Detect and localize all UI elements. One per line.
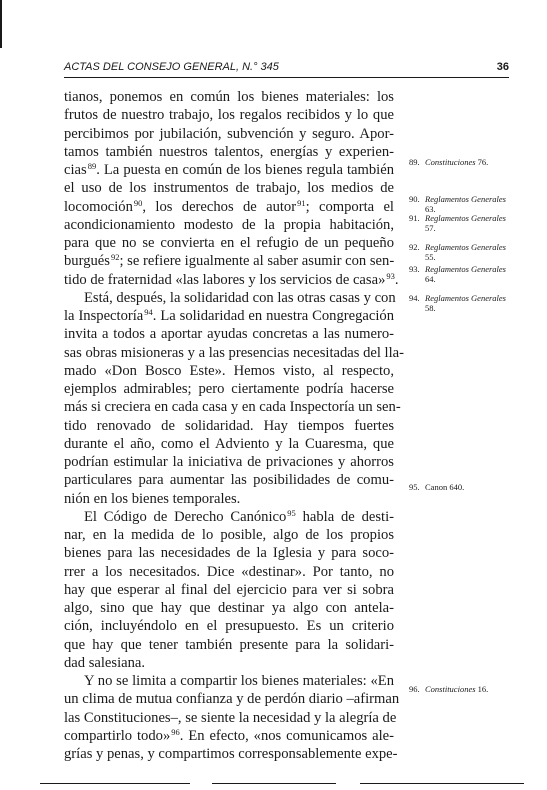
text-run: sas obras misioneras y a las presencias necesitadas del lla- — [64, 344, 404, 361]
text-run: tido de fraternidad «las labores y los servicios de casa» — [64, 271, 386, 288]
footnote-number: 89. — [409, 157, 420, 167]
footnote-ref: 76. — [477, 157, 489, 167]
footnote-91 — [409, 213, 509, 233]
footnote-ref: 64. — [425, 274, 436, 284]
footnote-95 — [409, 482, 509, 492]
text-run: compartirlo todo» — [64, 727, 171, 744]
footnote-number: 92. — [409, 242, 420, 252]
text-run: un clima de mutua confianza y de perdón diario –afirman — [64, 691, 400, 708]
footnote-ref: Canon 640. — [425, 482, 465, 492]
text-run: particulares para aumentar las posibilidades de comu- — [64, 472, 394, 489]
text-run: ción, incluyéndolo en el presupuesto. Es un criterio — [64, 618, 394, 635]
footnote-94 — [409, 293, 509, 313]
footnote-source: Reglamentos Generales — [425, 293, 506, 303]
footnote-marker: 89 — [87, 161, 97, 171]
text-line — [64, 471, 394, 489]
text-line — [64, 417, 394, 435]
text-run: . La puesta en común de los bienes regula también — [96, 162, 394, 178]
footnote-93 — [409, 264, 509, 284]
footnote-ref: 63. — [425, 204, 436, 214]
text-run: ; comporta el — [305, 198, 394, 215]
text-line — [64, 690, 400, 708]
text-line — [64, 198, 394, 216]
text-run: locomoción — [64, 198, 133, 215]
text-line — [64, 289, 394, 307]
text-line — [64, 179, 394, 197]
text-line — [64, 143, 394, 161]
footnote-number: 95. — [409, 482, 420, 492]
footnote-marker: 92 — [110, 252, 120, 263]
footnote-number: 96. — [409, 684, 420, 694]
footnote-96 — [409, 684, 509, 694]
text-line — [64, 106, 394, 124]
footnote-marker: 94 — [144, 307, 153, 317]
text-run: tianos, ponemos en común los bienes materiales: los — [64, 89, 394, 105]
text-run: frutos de nuestro trabajo, los regalos recibidos y lo que — [64, 107, 394, 124]
text-run: rrer a los necesitados. Dice «destinar». Por tanto, no — [64, 563, 394, 580]
footnote-source: Reglamentos Generales — [425, 213, 506, 223]
footnote-source: Reglamentos Generales — [425, 264, 506, 274]
page-number: 36 — [496, 61, 509, 73]
text-run: grías y penas, y compartimos corresponsablemente expe- — [64, 746, 398, 762]
text-run: más si creciera en cada casa y en cada Inspectoría un sen- — [64, 399, 401, 416]
text-line — [64, 654, 394, 672]
footnote-source: Reglamentos Generales — [425, 242, 506, 252]
text-run: dad salesiana. — [64, 654, 146, 671]
footnote-marker: 95 — [287, 507, 296, 518]
text-line — [64, 745, 398, 763]
text-run: habla de desti- — [295, 508, 395, 525]
bottom-rule — [360, 783, 524, 784]
text-line — [64, 490, 394, 508]
text-line — [64, 453, 394, 471]
footnote-89 — [409, 157, 509, 167]
text-line — [64, 526, 394, 544]
text-run: nar, en la medida de lo posible, algo de los propios — [64, 527, 394, 543]
footnote-source: Constituciones — [425, 157, 476, 167]
text-run: . — [394, 271, 399, 288]
text-run: hay que esperar al final del ejercicio para ver si sobra — [64, 581, 394, 598]
text-line — [64, 88, 394, 106]
text-line — [64, 398, 401, 416]
text-line — [64, 581, 394, 599]
text-run: . En efecto, «nos comunicamos ale- — [179, 727, 394, 744]
footnote-ref: 58. — [425, 303, 436, 313]
text-run: . La solidaridad en nuestra Congregación — [152, 308, 395, 324]
footnote-marker: 93 — [386, 270, 395, 281]
text-run: la Inspectoría — [64, 308, 144, 324]
text-run: percibimos por jubilación, subvención y seguro. Apor- — [64, 125, 394, 142]
footnote-92 — [409, 242, 509, 262]
text-run: tamos también nuestros talentos, energías y experien- — [64, 143, 394, 160]
text-line — [64, 727, 394, 745]
text-line — [64, 435, 394, 453]
footnote-ref: 16. — [477, 684, 489, 694]
footnote-number: 93. — [409, 264, 420, 274]
footnote-marker: 96 — [171, 726, 180, 737]
text-line — [64, 270, 399, 289]
footnote-90 — [409, 194, 509, 214]
text-run: El Código de Derecho Canónico — [84, 508, 287, 525]
text-line — [64, 216, 394, 234]
text-line — [64, 672, 394, 690]
text-line — [64, 636, 394, 654]
text-line — [64, 709, 397, 727]
text-run: las Constituciones–, se siente la necesidad y la alegría de — [64, 709, 397, 726]
text-line — [64, 234, 394, 252]
text-run: durante el año, como el Adviento y la Cuaresma, que — [64, 435, 394, 452]
running-header — [64, 61, 509, 77]
text-line — [64, 325, 394, 343]
text-run: burgués — [64, 253, 110, 270]
text-line — [64, 362, 394, 380]
text-line — [64, 599, 394, 617]
footnote-marker: 90 — [133, 197, 143, 208]
text-run: tido renovado de solidaridad. Hay tiempos fuertes — [64, 417, 394, 434]
text-line — [64, 544, 394, 562]
text-run: acondicionamiento modesto de la propia habitación, — [64, 216, 394, 233]
text-run: ; se refiere igualmente al saber asumir con sen- — [119, 253, 395, 270]
text-run: cias — [64, 162, 87, 178]
footnote-source: Constituciones — [425, 684, 476, 694]
header-rule — [64, 77, 509, 78]
text-run: invita a todos a aportar ayudas concretas a las numero- — [64, 326, 394, 343]
text-run: podrían estimular la iniciativa de privaciones y ahorros — [64, 454, 394, 470]
bottom-rule — [212, 783, 336, 784]
text-line — [64, 563, 394, 581]
text-line — [64, 344, 404, 362]
footnote-ref: 57. — [425, 223, 436, 233]
footnote-number: 91. — [409, 213, 420, 223]
text-line — [64, 161, 394, 179]
footnote-number: 90. — [409, 194, 420, 204]
footnote-source: Reglamentos Generales — [425, 194, 506, 204]
text-run: , los derechos de autor — [142, 198, 297, 215]
left-edge-rule — [0, 0, 2, 48]
text-line — [64, 307, 394, 325]
text-line — [64, 380, 394, 398]
text-run: algo, sino que hay que destinar ya algo con antela- — [64, 600, 394, 616]
text-run: Está, después, la solidaridad con las otras casas y con — [84, 289, 396, 306]
text-run: mado «Don Bosco Este». Hemos visto, al respecto, — [64, 362, 394, 379]
main-text — [64, 88, 404, 763]
footnote-marker: 91 — [297, 197, 306, 208]
running-title: ACTAS DEL CONSEJO GENERAL, N.° 345 — [64, 61, 279, 73]
text-run: Y no se limita a compartir los bienes materiales: «En — [84, 673, 394, 689]
footnote-number: 94. — [409, 293, 420, 303]
text-line — [64, 125, 394, 143]
footnote-ref: 55. — [425, 252, 436, 262]
text-run: nión en los bienes temporales. — [64, 490, 241, 507]
bottom-rule — [40, 783, 190, 784]
text-run: para que no se convierta en el refugio de un pequeño — [64, 235, 394, 251]
text-line — [64, 252, 394, 270]
text-line — [64, 508, 394, 526]
text-line — [64, 617, 394, 635]
text-run: ejemplos admirables; pero ciertamente podría hacerse — [64, 381, 394, 397]
text-run: bienes para las necesidades de la Iglesia y para soco- — [64, 545, 394, 562]
text-run: el uso de los instrumentos de trabajo, los medios de — [64, 180, 394, 197]
text-run: que hay que tener también presente para la solidari- — [64, 636, 394, 653]
